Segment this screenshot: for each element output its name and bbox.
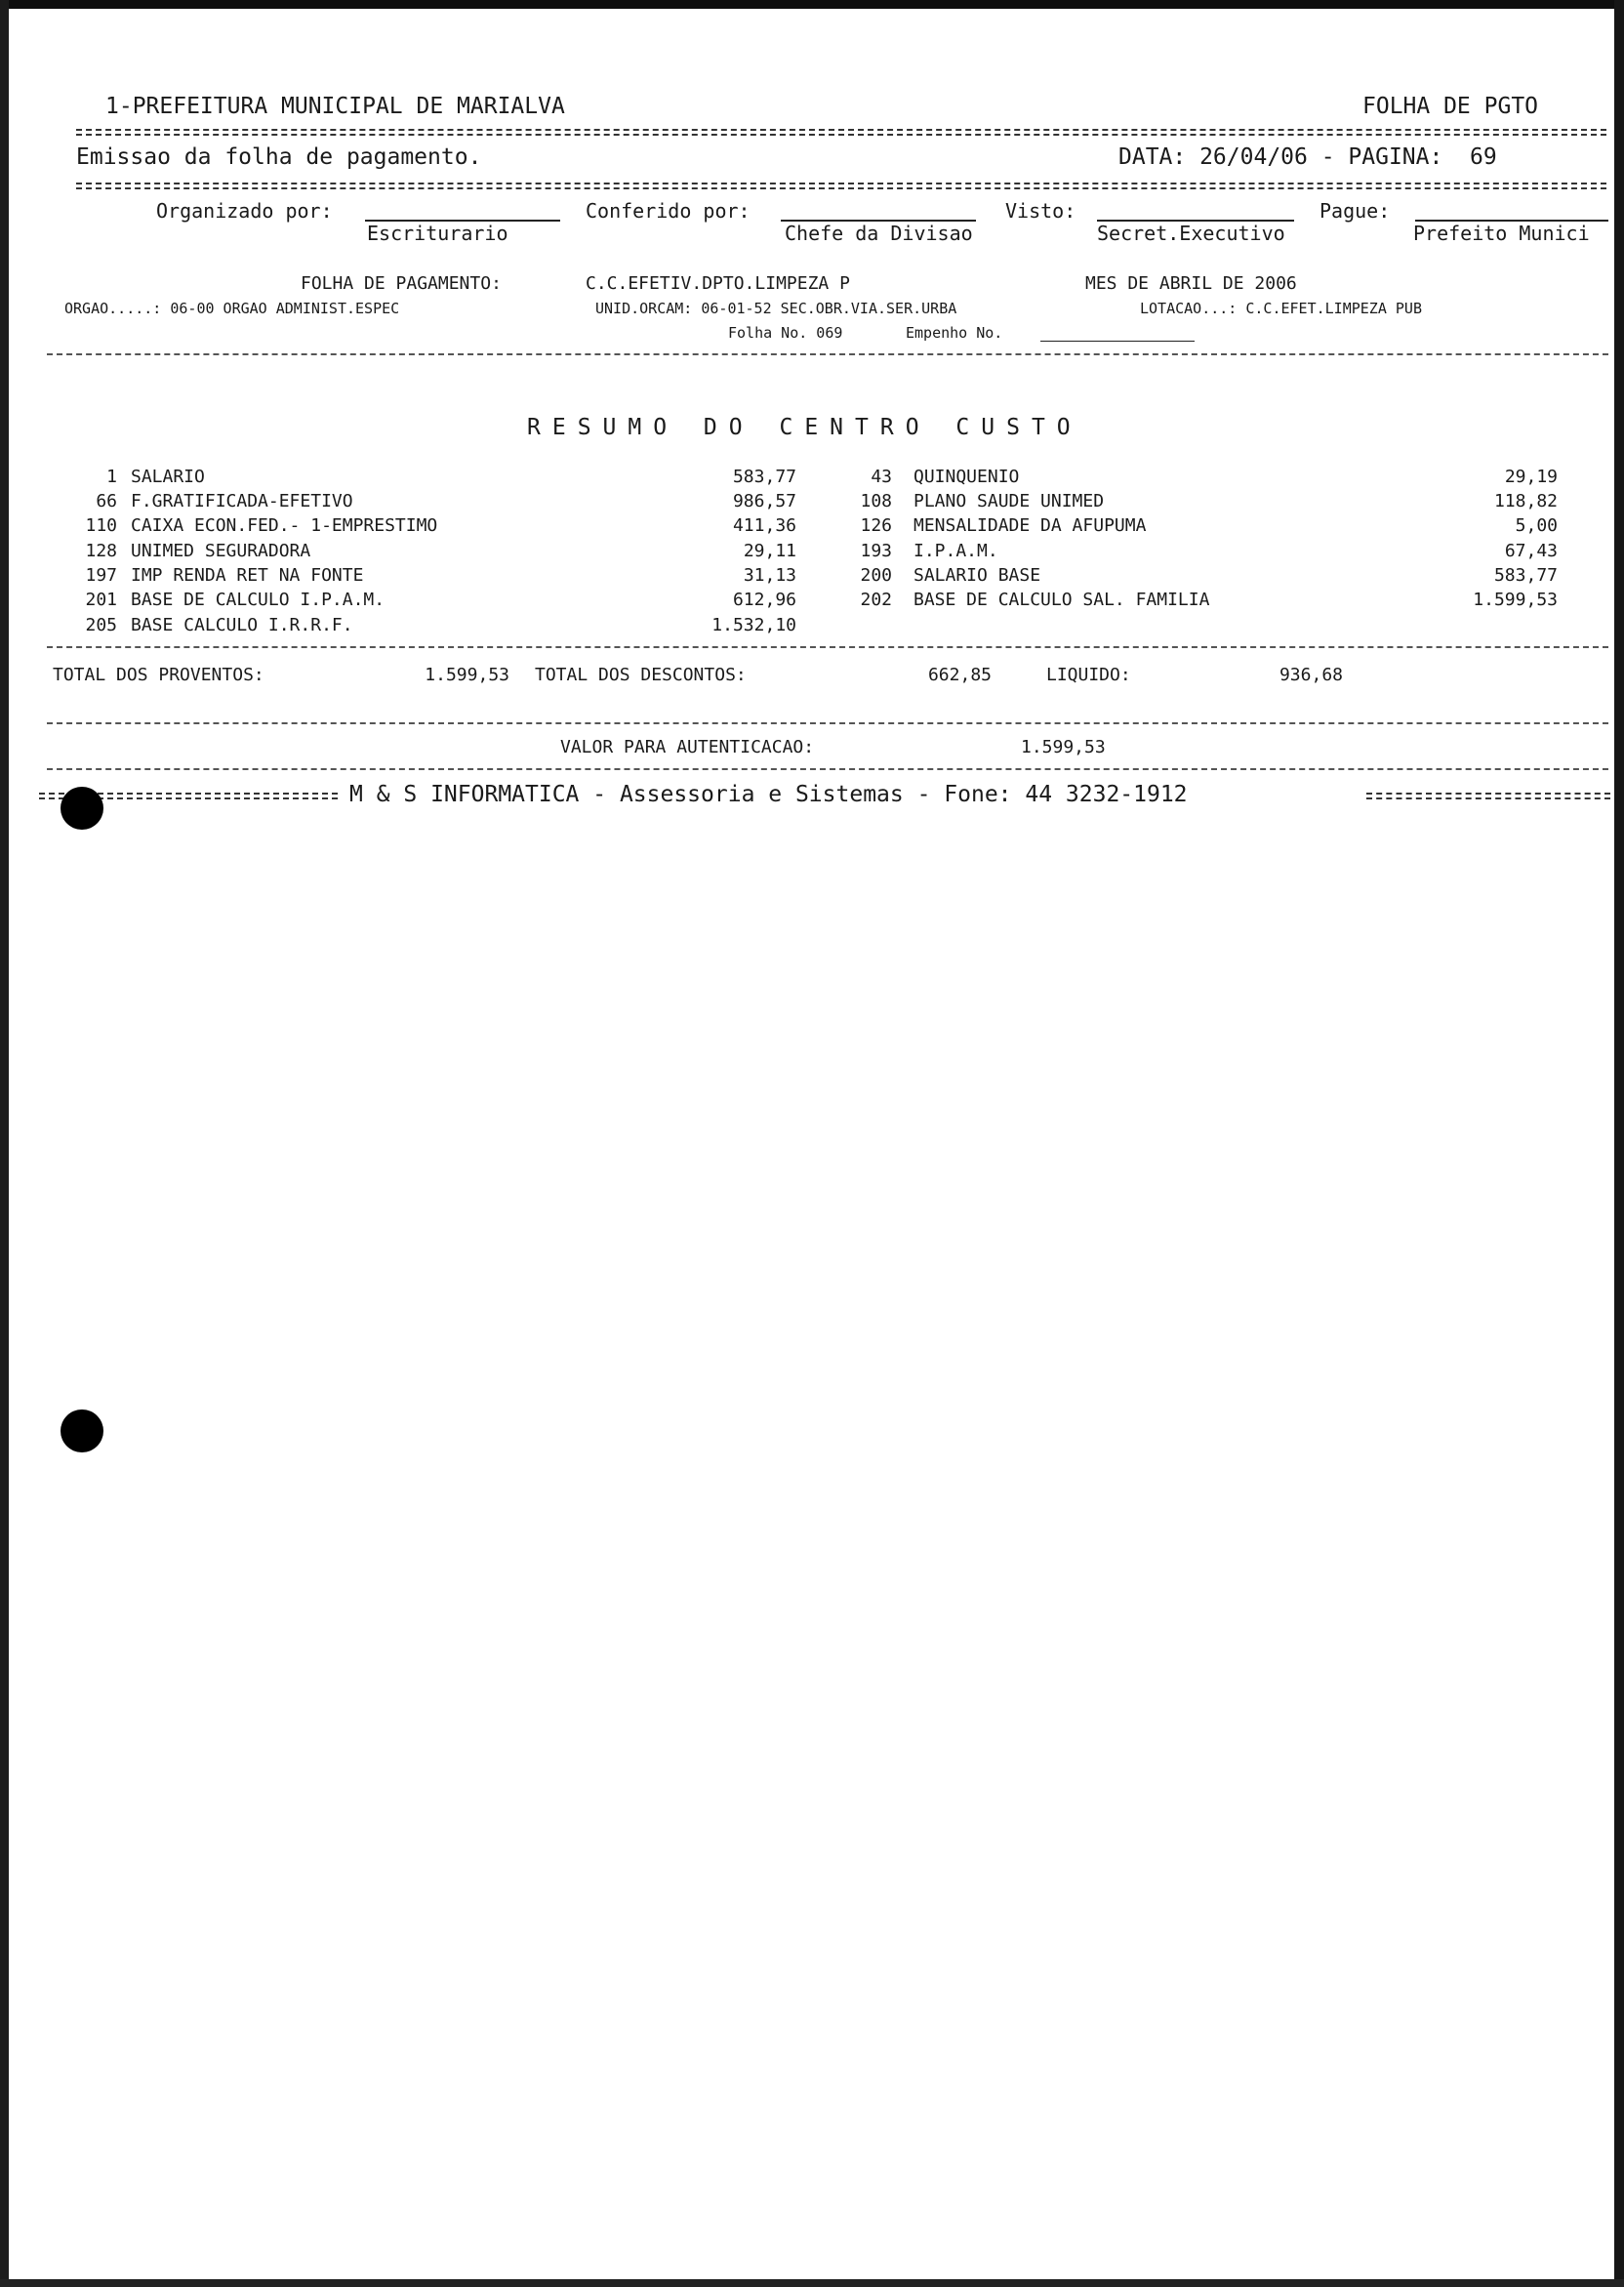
item-desc: I.P.A.M.	[914, 541, 998, 561]
orgao: ORGAO.....: 06-00 ORGAO ADMINIST.ESPEC	[64, 300, 400, 317]
pague-label: Pague:	[1320, 199, 1391, 223]
lotacao: LOTACAO...: C.C.EFET.LIMPEZA PUB	[1140, 300, 1422, 317]
item-value: 1.532,10	[711, 615, 796, 635]
org-name: 1-PREFEITURA MUNICIPAL DE MARIALVA	[105, 94, 565, 119]
item-code: 66	[96, 491, 117, 511]
total-proventos-value: 1.599,53	[425, 665, 509, 685]
dashed-rule	[47, 353, 1608, 355]
empenho-line	[1040, 341, 1195, 342]
footer-rule-right	[1366, 792, 1610, 801]
item-value: 986,57	[732, 491, 796, 511]
visto-role: Secret.Executivo	[1097, 222, 1285, 245]
item-desc: SALARIO BASE	[914, 565, 1041, 586]
autenticacao-value: 1.599,53	[1021, 737, 1106, 757]
doc-type: FOLHA DE PGTO	[1362, 94, 1539, 119]
item-value: 583,77	[732, 467, 796, 487]
item-code: 200	[860, 565, 892, 586]
folha-label: FOLHA DE PAGAMENTO:	[301, 273, 502, 294]
item-desc: QUINQUENIO	[914, 467, 1020, 487]
liquido-label: LIQUIDO:	[1046, 665, 1131, 685]
item-code: 201	[85, 590, 117, 610]
item-desc: CAIXA ECON.FED.- 1-EMPRESTIMO	[131, 515, 438, 536]
date-page: DATA: 26/04/06 - PAGINA: 69	[1118, 144, 1497, 170]
dashed-rule	[47, 768, 1608, 770]
footer-credit: M & S INFORMATICA - Assessoria e Sistemas - Fone: 44 3232-1912	[349, 782, 1188, 807]
conferido-role: Chefe da Divisao	[785, 222, 973, 245]
month: MES DE ABRIL DE 2006	[1085, 273, 1297, 294]
total-proventos-label: TOTAL DOS PROVENTOS:	[53, 665, 264, 685]
item-value: 67,43	[1504, 541, 1558, 561]
double-rule	[76, 128, 1606, 138]
item-code: 128	[85, 541, 117, 561]
item-code: 197	[85, 565, 117, 586]
section-title: RESUMO DO CENTRO CUSTO	[527, 415, 1082, 440]
organizado-role: Escriturario	[367, 222, 508, 245]
item-value: 29,19	[1504, 467, 1558, 487]
item-desc: BASE DE CALCULO I.P.A.M.	[131, 590, 386, 610]
item-value: 118,82	[1493, 491, 1558, 511]
item-code: 108	[860, 491, 892, 511]
item-desc: SALARIO	[131, 467, 205, 487]
unidade-orcamentaria: UNID.ORCAM: 06-01-52 SEC.OBR.VIA.SER.URBA	[595, 300, 957, 317]
item-value: 29,11	[743, 541, 796, 561]
item-code: 193	[860, 541, 892, 561]
folha-number: Folha No. 069	[728, 324, 843, 342]
item-value: 612,96	[732, 590, 796, 610]
item-desc: IMP RENDA RET NA FONTE	[131, 565, 364, 586]
total-descontos-label: TOTAL DOS DESCONTOS:	[535, 665, 747, 685]
visto-label: Visto:	[1005, 199, 1076, 223]
pague-role: Prefeito Munici	[1413, 222, 1590, 245]
double-rule	[76, 182, 1606, 191]
total-descontos-value: 662,85	[927, 665, 992, 685]
punch-hole	[61, 787, 103, 830]
scan-border-right	[1614, 0, 1624, 2287]
item-value: 5,00	[1515, 515, 1558, 536]
item-code: 205	[85, 615, 117, 635]
item-value: 31,13	[743, 565, 796, 586]
item-code: 43	[871, 467, 892, 487]
liquido-value: 936,68	[1279, 665, 1343, 685]
item-value: 583,77	[1493, 565, 1558, 586]
empenho-label: Empenho No.	[906, 324, 1003, 342]
item-code: 1	[106, 467, 117, 487]
dashed-rule	[47, 646, 1608, 648]
item-desc: F.GRATIFICADA-EFETIVO	[131, 491, 353, 511]
item-desc: BASE DE CALCULO SAL. FAMILIA	[914, 590, 1210, 610]
folha-value: C.C.EFETIV.DPTO.LIMPEZA P	[586, 273, 850, 294]
item-desc: PLANO SAUDE UNIMED	[914, 491, 1105, 511]
item-code: 202	[860, 590, 892, 610]
conferido-label: Conferido por:	[586, 199, 751, 223]
page-subtitle: Emissao da folha de pagamento.	[76, 144, 482, 170]
organizado-label: Organizado por:	[156, 199, 333, 223]
dashed-rule	[47, 722, 1608, 724]
item-value: 411,36	[732, 515, 796, 536]
punch-hole	[61, 1409, 103, 1452]
item-value: 1.599,53	[1473, 590, 1558, 610]
item-code: 110	[85, 515, 117, 536]
item-desc: BASE CALCULO I.R.R.F.	[131, 615, 353, 635]
scan-border-bottom	[0, 2279, 1624, 2287]
autenticacao-label: VALOR PARA AUTENTICACAO:	[560, 737, 815, 757]
item-desc: UNIMED SEGURADORA	[131, 541, 311, 561]
item-code: 126	[860, 515, 892, 536]
item-desc: MENSALIDADE DA AFUPUMA	[914, 515, 1147, 536]
scan-border-left	[0, 0, 9, 2287]
scan-border-top	[0, 0, 1624, 9]
